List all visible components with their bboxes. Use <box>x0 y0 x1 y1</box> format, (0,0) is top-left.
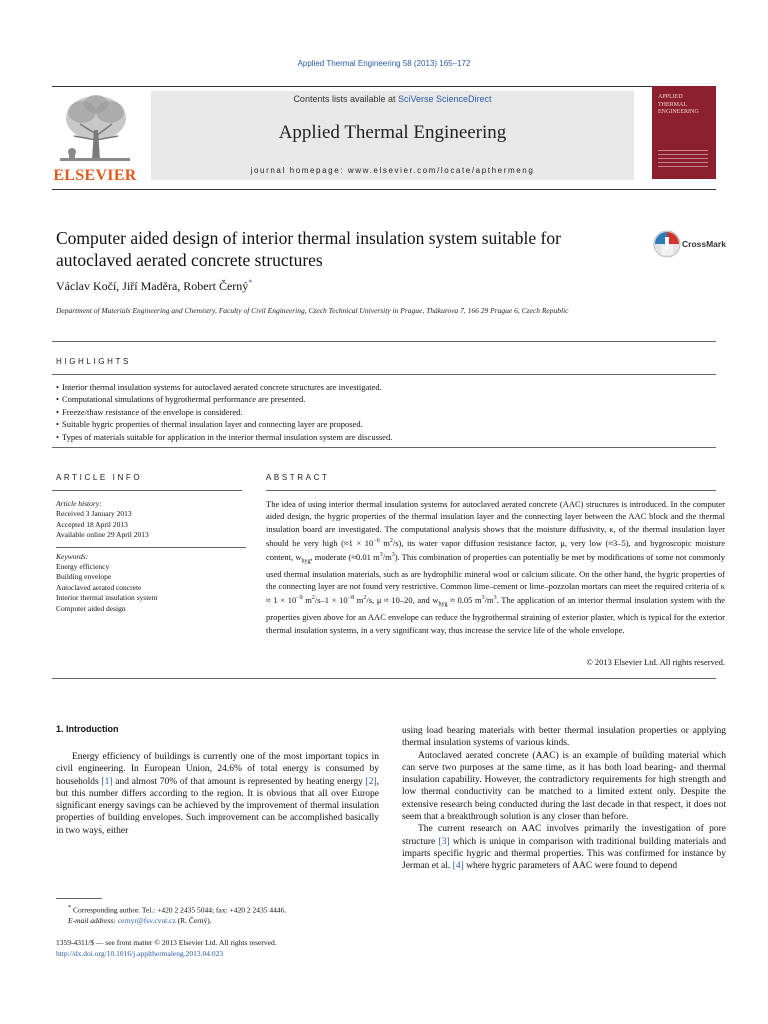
abstract-sup: 3 <box>391 552 395 559</box>
abstract-part: m <box>354 595 364 606</box>
reference-link[interactable]: [2] <box>365 776 377 787</box>
front-matter-bottom-rule <box>52 678 716 679</box>
abstract-sup: −9 <box>296 595 303 602</box>
abstract-sup: 3 <box>379 552 383 559</box>
history-label: Article history: <box>56 499 102 508</box>
issn-line: 1359-4311/$ — see front matter © 2013 Elsevier Ltd. All rights reserved. <box>56 938 277 947</box>
abstract-sup: 2 <box>363 595 367 602</box>
author-list <box>56 278 252 294</box>
cover-title-text: APPLIED THERMAL ENGINEERING <box>658 94 699 115</box>
abstract-part: /s), its water vapor diffusion resistance factor, μ, very low (≈3–5), and hygroscopic moisture content, w <box>266 537 725 562</box>
keyword-item: Energy efficiency <box>56 562 110 572</box>
keyword-item: Building envelope <box>56 572 112 582</box>
highlights-bottom-rule <box>52 447 716 448</box>
journal-cover-thumbnail[interactable] <box>652 86 716 179</box>
authors-text: Václav Kočí, Jiří Maděra, Robert Černý <box>56 279 249 293</box>
abstract-rule <box>266 490 716 491</box>
contents-available-line <box>151 94 634 104</box>
abstract-part: , moderate (≈0.01 m <box>310 551 380 562</box>
highlight-item: • Freeze/thaw resistance of the envelope is considered. <box>56 406 716 418</box>
intro-right-column <box>402 725 726 873</box>
article-info <box>56 499 246 614</box>
contents-prefix: Contents lists available at <box>293 94 398 104</box>
info-divider <box>56 547 246 548</box>
abstract-sup: 3 <box>481 595 485 602</box>
abstract-part: m <box>379 537 390 548</box>
abstract-sup: 2 <box>389 537 393 544</box>
introduction-heading: 1. Introduction <box>56 724 119 734</box>
abstract-part: /m <box>484 595 494 606</box>
abstract-part: . The application of an interior thermal insulation system with the properties given above for an AAC envelope can reduce the hygrothermal straining of exterior plaster, which is typical for the exterior thermal insulation systems, in a very significant way, thus increase the service life of the whole envelope. <box>266 595 725 635</box>
email-link[interactable]: cernyr@fsv.cvut.cz <box>117 916 176 925</box>
footnote-mark: * <box>68 904 72 911</box>
abstract-part: The idea of using interior thermal insulation systems for autoclaved aerated concrete (AAC) structures is introduced. In the computer aided design, the hygric properties of the thermal insulation layer and the connecting layer between the AAC block and the thermal insulation board are investigated. The computational analysis shows that the moisture diffusivity, κ, of the thermal insulation layer should be very high (≈1 × 10 <box>266 499 725 548</box>
keyword-item: Interior thermal insulation system <box>56 593 158 603</box>
intro-paragraph: Autoclaved aerated concrete (AAC) is an example of building material which can serve two purposes at the same time, as it has both load bearing- and thermal insulation capability. However, the contradictory requirements for high strength and low thermal conductivity can be matched to a limited extent only. Despite the extensive research being conducted during the last decade in that respect, it does not seem that a breakthrough solution is any closer than before. <box>402 750 726 823</box>
intro-left-column <box>56 751 379 837</box>
abstract-sup: 2 <box>311 595 315 602</box>
abstract-heading: ABSTRACT <box>266 473 330 482</box>
keywords-label: Keywords: <box>56 551 89 561</box>
highlights-list <box>56 381 716 443</box>
intro-paragraph <box>56 751 379 837</box>
banner-bottom-rule <box>52 189 716 190</box>
article-info-heading: ARTICLE INFO <box>56 473 143 482</box>
journal-homepage[interactable]: journal homepage: www.elsevier.com/locate/apthermeng <box>250 166 535 175</box>
email-suffix: (R. Černý). <box>175 916 212 925</box>
abstract-sub: hyg <box>301 558 311 565</box>
highlight-item: • Suitable hygric properties of thermal insulation layer and connecting layer are proposed. <box>56 418 716 430</box>
abstract-sup: −8 <box>347 595 355 602</box>
highlights-top-rule <box>52 341 716 342</box>
corresponding-author-note <box>56 903 386 916</box>
paper-title: Computer aided design of interior thermal insulation system suitable for autoclaved aerated concrete structures <box>56 228 561 270</box>
banner-top-rule <box>52 86 716 87</box>
article-info-rule <box>52 490 242 491</box>
journal-citation[interactable]: Applied Thermal Engineering 58 (2013) 165–172 <box>297 59 471 68</box>
abstract-part: /m <box>382 551 392 562</box>
intro-text: where hygric parameters of AAC were found to depend <box>463 861 678 872</box>
corresponding-author-mark[interactable]: * <box>248 278 253 287</box>
reference-link[interactable]: [1] <box>101 776 113 787</box>
abstract-part: ≈ 0.05 m <box>447 595 482 606</box>
keyword-item: Computer aided design <box>56 603 126 613</box>
intro-paragraph <box>402 823 726 872</box>
highlights-heading: HIGHLIGHTS <box>56 357 131 366</box>
highlight-item: • Types of materials suitable for application in the interior thermal insulation system are discussed. <box>56 431 716 443</box>
abstract-part: m <box>302 595 312 606</box>
footnote-rule <box>56 898 102 899</box>
email-label: E-mail address: <box>68 916 118 925</box>
sciencedirect-link[interactable]: SciVerse ScienceDirect <box>398 94 492 104</box>
intro-text: Energy efficiency of buildings is currently one of the most important topics in civil engineering. In European Union, 24.6% of total energy is consumed by households <box>56 752 379 787</box>
abstract-part: /s–1 × 10 <box>314 595 348 606</box>
highlight-item: • Interior thermal insulation systems for autoclaved aerated concrete structures are investigated. <box>56 381 716 393</box>
footnote <box>56 903 386 927</box>
keyword-item: Autoclaved aerated concrete <box>56 582 142 592</box>
abstract-part: ). This combination of properties can potentially be met by modifications of some not commonly used thermal insulation materials, such as are hydrophilic mineral wool or calcium silicate. On the other hand, the hygric properties of the connecting layer are not found very restrictive. Common lime–cement or lime–pozzolan mortars can meet the required criteria of κ ≈ 1 × 10 <box>266 551 725 606</box>
reference-link[interactable]: [4] <box>452 861 464 872</box>
abstract-part: /s, μ ≈ 10–20, and w <box>366 595 439 606</box>
issn-block <box>56 937 386 959</box>
affiliation: Department of Materials Engineering and Chemistry, Faculty of Civil Engineering, Czech Technical University in Prague, Thákurova 7, 166 29 Prague 6, Czech Republic <box>56 306 569 315</box>
highlight-item: • Computational simulations of hygrothermal performance are presented. <box>56 393 716 405</box>
doi-link[interactable]: http://dx.doi.org/10.1016/j.applthermaleng.2013.04.023 <box>56 949 224 958</box>
highlights-rule <box>52 374 716 375</box>
reference-link[interactable]: [3] <box>438 836 450 847</box>
abstract-sub: hyg <box>438 601 448 608</box>
abstract-sup: 3 <box>493 595 497 602</box>
intro-paragraph: using load bearing materials with better thermal insulation properties or applying thermal insulation systems of various kinds. <box>402 726 726 749</box>
intro-text: and almost 70% of that amount is represented by heating energy <box>112 776 366 787</box>
intro-text: The current research on AAC involves primarily the investigation of pore structure <box>402 824 726 847</box>
footnote-text: Corresponding author. Tel.: +420 2 2435 5044; fax: +420 2 2435 4446. <box>71 905 287 915</box>
cover-title <box>658 94 699 117</box>
accepted-date: Accepted 18 April 2013 <box>56 519 128 529</box>
intro-text: which is unique in comparison with traditional building materials and imparts specific hygric and thermal properties. This was confirmed for instance by Jerman et al. <box>402 836 726 872</box>
email-line <box>56 916 386 927</box>
cover-decoration <box>658 150 708 170</box>
elsevier-wordmark[interactable]: ELSEVIER <box>53 167 137 184</box>
abstract-sup: −6 <box>373 537 380 544</box>
journal-title: Applied Thermal Engineering <box>278 122 507 143</box>
crossmark-label[interactable]: CrossMark <box>682 239 726 249</box>
received-date: Received 3 January 2013 <box>56 509 132 519</box>
abstract-copyright: © 2013 Elsevier Ltd. All rights reserved. <box>586 657 725 667</box>
online-date: Available online 29 April 2013 <box>56 530 149 540</box>
abstract-text <box>266 498 725 636</box>
intro-text: , but this number differs according to the region. It is obvious that all over Europe significant energy savings can be achieved by the improvement of thermal insulation properties of building envelopes. Such improvement can be accomplished basically in two ways, either <box>56 776 379 836</box>
